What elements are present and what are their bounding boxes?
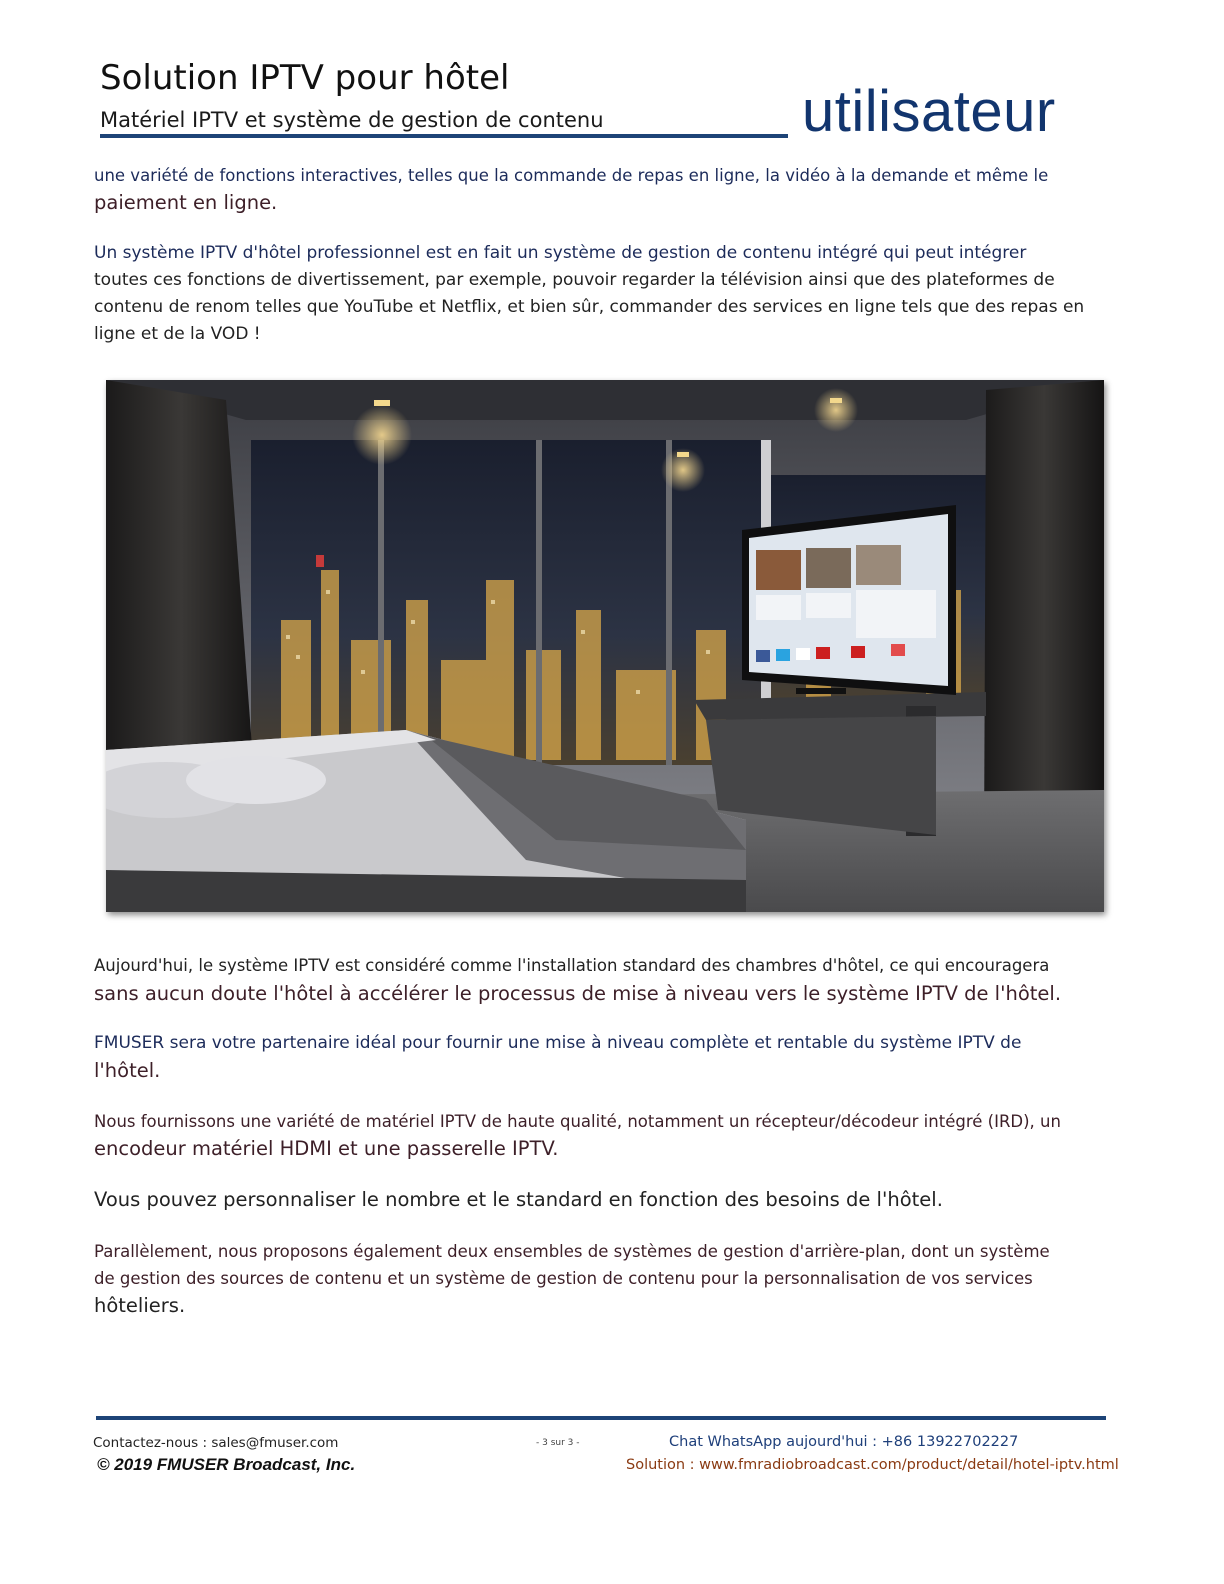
header-divider: [100, 134, 788, 138]
paragraph-fmuser-partner: [94, 1030, 1104, 1084]
text-line: Vous pouvez personnaliser le nombre et le standard en fonction des besoins de l'hôtel.: [94, 1188, 943, 1211]
text-line: une variété de fonctions interactives, telles que la commande de repas en ligne, la vidéo à la demande et même le: [94, 166, 1049, 185]
text-line: contenu de renom telles que YouTube et Netflix, et bien sûr, commander des services en ligne tels que des repas en: [94, 297, 1085, 317]
paragraph-standard-installation: [94, 952, 1104, 1007]
paragraph-interactive-functions: [94, 162, 1104, 216]
footer-whatsapp-link[interactable]: Chat WhatsApp aujourd'hui : +86 13922702227: [669, 1434, 1019, 1450]
text-line: paiement en ligne.: [94, 191, 278, 214]
hotel-room-illustration: [106, 380, 1104, 912]
text-line: Parallèlement, nous proposons également deux ensembles de systèmes de gestion d'arrière-plan, dont un système: [94, 1242, 1050, 1261]
hotel-room-photo: [106, 380, 1104, 912]
text-line: ligne et de la VOD !: [94, 324, 261, 344]
paragraph-management-systems: [94, 1238, 1104, 1319]
text-line: Nous fournissons une variété de matériel IPTV de haute qualité, notamment un récepteur/décodeur intégré (IRD), un: [94, 1112, 1061, 1131]
footer-divider: [96, 1416, 1106, 1420]
paragraph-professional-iptv: [94, 240, 1104, 348]
footer-solution-link[interactable]: Solution : www.fmradiobroadcast.com/product/detail/hotel-iptv.html: [626, 1457, 1119, 1473]
text-line: sans aucun doute l'hôtel à accélérer le processus de mise à niveau vers le système IPTV de l'hôtel.: [94, 982, 1062, 1005]
page-number: - 3 sur 3 -: [536, 1438, 580, 1448]
text-line: Aujourd'hui, le système IPTV est considéré comme l'installation standard des chambres d'hôtel, ce qui encouragera: [94, 956, 1050, 975]
document-subtitle: Matériel IPTV et système de gestion de contenu: [100, 108, 604, 132]
footer-contact-email[interactable]: Contactez-nous : sales@fmuser.com: [93, 1435, 339, 1451]
text-line: hôteliers.: [94, 1294, 186, 1317]
footer-copyright: © 2019 FMUSER Broadcast, Inc.: [97, 1455, 356, 1474]
text-line: l'hôtel.: [94, 1059, 161, 1082]
document-title: Solution IPTV pour hôtel: [100, 58, 510, 98]
text-line: de gestion des sources de contenu et un système de gestion de contenu pour la personnalisation de vos services: [94, 1269, 1033, 1288]
text-line: encodeur matériel HDMI et une passerelle IPTV.: [94, 1137, 559, 1160]
paragraph-customize: [94, 1186, 1104, 1213]
text-line: Un système IPTV d'hôtel professionnel est en fait un système de gestion de contenu intégré qui peut intégrer: [94, 243, 1027, 263]
text-line: FMUSER sera votre partenaire idéal pour fournir une mise à niveau complète et rentable du système IPTV de: [94, 1033, 1022, 1053]
text-line: toutes ces fonctions de divertissement, par exemple, pouvoir regarder la télévision ainsi que des plateformes de: [94, 270, 1055, 290]
paragraph-iptv-hardware: [94, 1108, 1104, 1162]
section-heading: utilisateur: [802, 79, 1056, 144]
